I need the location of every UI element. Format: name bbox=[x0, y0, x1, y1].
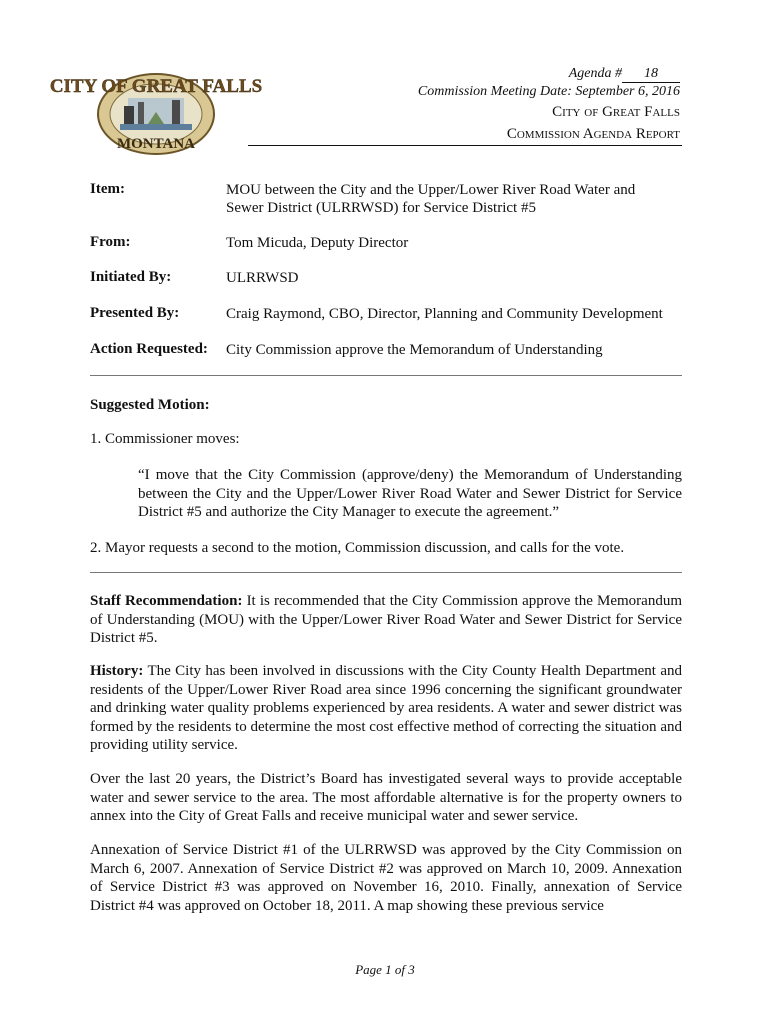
field-label-initiated-by: Initiated By: bbox=[90, 269, 172, 285]
staff-recommendation bbox=[90, 592, 682, 648]
motion-quote: “I move that the City Commission (approve/deny) the Memorandum of Understanding between the City and the Upper/Lower River Road Water and Sewer District for Service District #5 and authorize the City Manager to execute the agreement.” bbox=[138, 467, 682, 520]
header-rule bbox=[248, 145, 682, 146]
field-value-action-requested: City Commission approve the Memorandum of Understanding bbox=[226, 342, 603, 358]
field-label-from: From: bbox=[90, 234, 131, 250]
field-label-presented-by: Presented By: bbox=[90, 305, 180, 321]
field-value-item: MOU between the City and the Upper/Lower River Road Water and Sewer District (ULRRWSD) for Service District #5 bbox=[226, 182, 636, 216]
city-name: City of Great Falls bbox=[552, 104, 680, 120]
section-rule bbox=[90, 375, 682, 376]
field-label-item: Item: bbox=[90, 181, 125, 197]
field-value-initiated-by: ULRRWSD bbox=[226, 270, 299, 286]
logo-bottom-text: MONTANA bbox=[116, 136, 196, 152]
staff-recommendation-heading: Staff Recommendation: bbox=[90, 593, 243, 609]
motion-step-1: 1. Commissioner moves: bbox=[90, 431, 240, 447]
meeting-date: Commission Meeting Date: September 6, 2016 bbox=[417, 84, 680, 99]
page-number: Page 1 of 3 bbox=[355, 962, 415, 977]
section-rule bbox=[90, 572, 682, 573]
city-seal-logo bbox=[49, 62, 263, 162]
field-value-from: Tom Micuda, Deputy Director bbox=[226, 235, 409, 251]
agenda-number: 18 bbox=[622, 66, 680, 83]
logo-top-text: CITY OF GREAT FALLS bbox=[49, 76, 263, 97]
history-paragraph bbox=[90, 662, 682, 755]
history-heading: History: bbox=[90, 663, 144, 679]
body-paragraph: Annexation of Service District #1 of the ULRRWSD was approved by the City Commission on March 6, 2007. Annexation of Service District #2 was approved on March 10, 2009. Annexation of Service District #3 was approved on November 16, 2010. Finally, annexation of Service District #4 was approved on October 18, 2011. A map showing these previous service bbox=[90, 842, 682, 914]
field-label-action-requested: Action Requested: bbox=[90, 341, 208, 357]
motion-step-2: 2. Mayor requests a second to the motion, Commission discussion, and calls for the vote. bbox=[90, 540, 625, 556]
body-paragraph: Over the last 20 years, the District’s Board has investigated several ways to provide acceptable water and sewer service to the area. The most affordable alternative is for the property owners to annex into the City of Great Falls and receive municipal water and sewer service. bbox=[90, 771, 682, 824]
agenda-number-line bbox=[569, 66, 680, 83]
history-text: The City has been involved in discussions with the City County Health Department and residents of the Upper/Lower River Road area since 1996 concerning the significant groundwater and drinking water quality problems experienced by area residents. A water and sewer district was formed by the residents to determine the most cost effective method of correcting the situation and providing utility service. bbox=[90, 663, 682, 753]
staff-recommendation-text: It is recommended that the City Commission approve the Memorandum of Understanding (MOU) with the Upper/Lower River Road Water and Sewer District for Service District #5. bbox=[90, 593, 682, 646]
suggested-motion-heading: Suggested Motion: bbox=[90, 397, 210, 413]
agenda-label: Agenda # bbox=[568, 66, 622, 81]
report-title: Commission Agenda Report bbox=[506, 126, 680, 142]
field-value-presented-by: Craig Raymond, CBO, Director, Planning and Community Development bbox=[226, 306, 663, 322]
